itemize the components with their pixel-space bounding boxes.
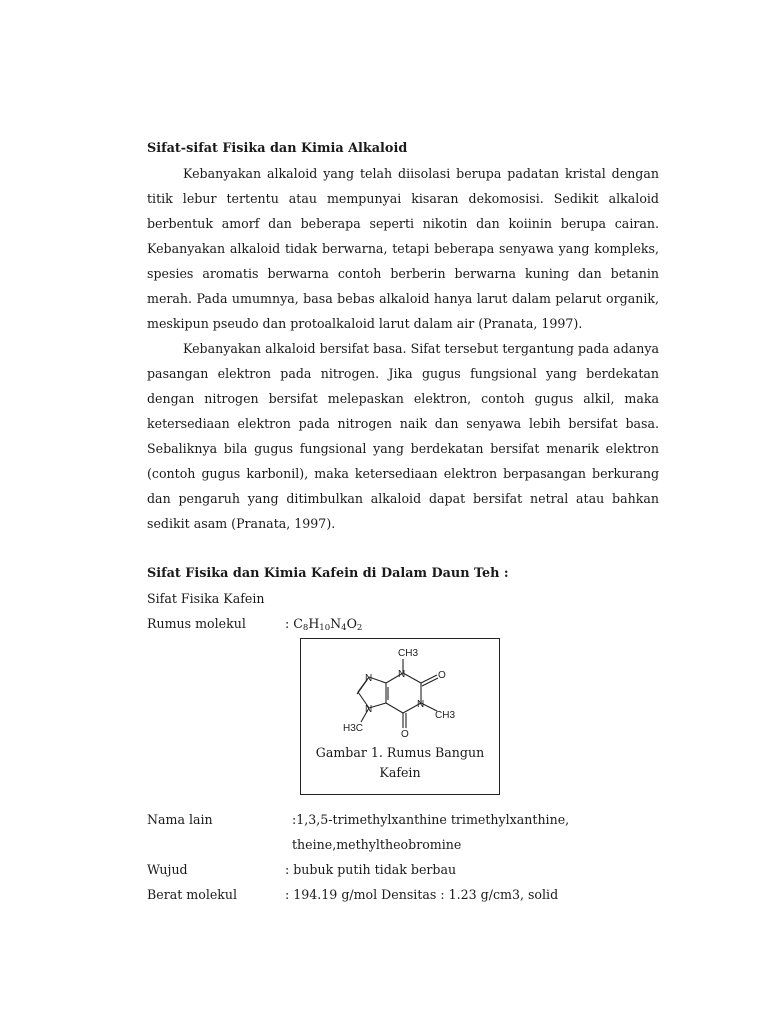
ch3-right-label: CH3: [435, 710, 456, 721]
caffeine-structure-diagram: [341, 645, 461, 737]
o2-label: O: [401, 729, 409, 737]
formula-row: [147, 611, 659, 636]
row-wujud: [147, 857, 659, 882]
document-content: [147, 136, 659, 907]
section-heading-alkaloid: Sifat-sifat Fisika dan Kimia Alkaloid: [147, 141, 408, 156]
section-heading-kafein: Sifat Fisika dan Kimia Kafein di Dalam Daun Teh :: [147, 566, 509, 581]
berat-molekul-label: Berat molekul: [147, 887, 238, 902]
n2-label: N: [417, 699, 425, 710]
berat-molekul-value: : 194.19 g/mol Densitas : 1.23 g/cm3, solid: [285, 887, 559, 902]
formula-label: Rumus molekul: [147, 616, 246, 631]
formula-value: : $C_8H_{10}N_4O_2$: [285, 616, 363, 633]
nama-lain-label: Nama lain: [147, 812, 213, 827]
n1-label: N: [398, 669, 406, 680]
nama-lain-continued: theine,methyltheobromine: [292, 837, 462, 852]
n4-label: N: [365, 704, 373, 715]
wujud-label: Wujud: [147, 862, 188, 877]
spacer: [147, 536, 659, 561]
caption-line-1: Gambar 1. Rumus Bangun: [315, 745, 485, 760]
row-berat-molekul: [147, 882, 659, 907]
ch3-left-label: H3C: [343, 723, 364, 734]
subheading-sifat-fisika: Sifat Fisika Kafein: [147, 591, 265, 606]
caffeine-figure: [300, 638, 500, 795]
ch3-top-label: CH3: [398, 648, 419, 659]
figure-caption: [301, 743, 499, 783]
n3-label: N: [365, 673, 373, 684]
paragraph-2: Kebanyakan alkaloid bersifat basa. Sifat tersebut tergantung pada adanya pasangan elektron pada nitrogen. Jika gugus fungsional yang berdekatan dengan nitrogen bersifat melepaskan elektron, contoh gugus alkil, maka ketersediaan elektron pada nitrogen naik dan senyawa lebih bersifat basa. Sebaliknya bila gugus fungsional yang berdekatan bersifat menarik elektron (contoh gugus karbonil), maka ketersediaan elektron berpasangan berkurang dan pengaruh yang ditimbulkan alkaloid dapat bersifat netral atau bahkan sedikit asam (Pranata, 1997).: [147, 341, 659, 531]
o1-label: O: [438, 670, 446, 681]
nama-lain-value: :1,3,5-trimethylxanthine trimethylxanthine,: [292, 812, 570, 827]
paragraph-1: Kebanyakan alkaloid yang telah diisolasi berupa padatan kristal dengan titik lebur tertentu atau mempunyai kisaran dekomosisi. Sedikit alkaloid berbentuk amorf dan beberapa seperti nikotin dan koiinin berupa cairan. Kebanyakan alkaloid tidak berwarna, tetapi beberapa senyawa yang kompleks, spesies aromatis berwarna contoh berberin berwarna kuning dan betanin merah. Pada umumnya, basa bebas alkaloid hanya larut dalam pelarut organik, meskipun pseudo dan protoalkaloid larut dalam air (Pranata, 1997).: [147, 166, 659, 331]
wujud-value: : bubuk putih tidak berbau: [285, 862, 457, 877]
row-nama-lain: [147, 807, 659, 832]
caption-line-2: Kafein: [379, 765, 421, 780]
properties-list: [147, 807, 659, 907]
